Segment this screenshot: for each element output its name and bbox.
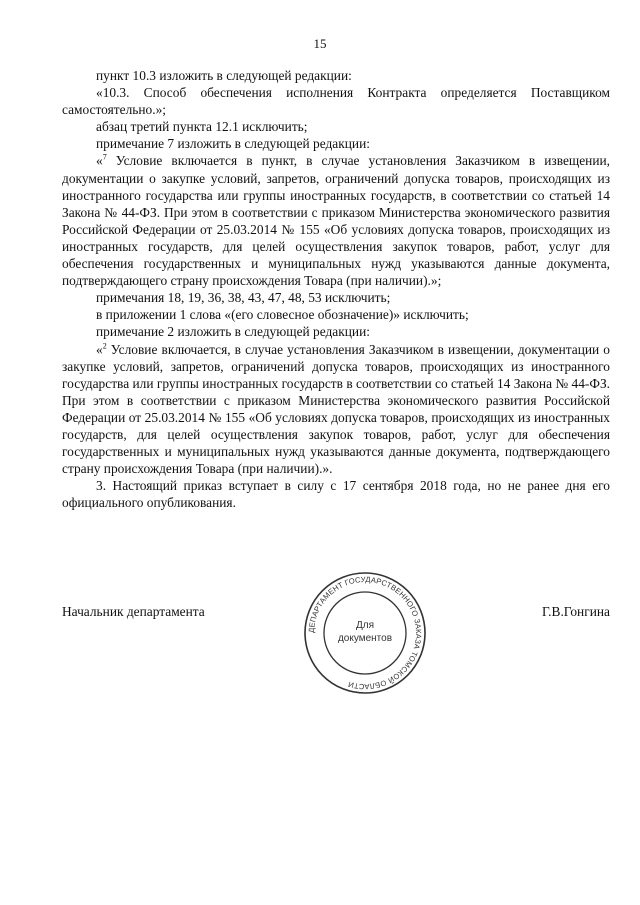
footnote-marker: 2 bbox=[102, 341, 107, 351]
paragraph bbox=[62, 67, 610, 84]
paragraph-text: пункт 10.3 изложить в следующей редакции: bbox=[96, 68, 352, 83]
paragraph bbox=[62, 152, 610, 289]
paragraph-text: примечание 7 изложить в следующей редакции: bbox=[96, 136, 370, 152]
open-quote: « bbox=[96, 341, 103, 357]
paragraph bbox=[62, 118, 610, 135]
document-body bbox=[62, 67, 610, 511]
paragraph bbox=[62, 477, 610, 511]
signer-title: Начальник департамента bbox=[62, 604, 205, 619]
stamp-seal bbox=[302, 570, 428, 696]
paragraph-text: «10.3. Способ обеспечения исполнения Контракта определяется Поставщиком самостоятельно.»; bbox=[62, 85, 610, 118]
paragraph bbox=[62, 323, 610, 340]
open-quote: « bbox=[96, 153, 103, 169]
page-number: 15 bbox=[313, 36, 327, 51]
paragraph bbox=[62, 289, 610, 306]
paragraph bbox=[62, 84, 610, 118]
paragraph-text: в приложении 1 слова «(его словесное обозначение)» исключить; bbox=[96, 307, 469, 323]
svg-text:ДЕПАРТАМЕНТ ГОСУДАРСТВЕННОГО З: ДЕПАРТАМЕНТ ГОСУДАРСТВЕННОГО ЗАКАЗА ТОМСКОЙ ОБЛАСТИ bbox=[306, 574, 424, 692]
paragraph-text: 3. Настоящий приказ вступает в силу с 17 сентября 2018 года, но не ранее дня его официального опубликования. bbox=[62, 478, 610, 511]
paragraph bbox=[62, 306, 610, 323]
paragraph-text: примечания 18, 19, 36, 38, 43, 47, 48, 53 исключить; bbox=[96, 290, 391, 306]
paragraph bbox=[62, 341, 610, 478]
stamp-center-line2: документов bbox=[337, 633, 393, 644]
paragraph-text: примечание 2 изложить в следующей редакции: bbox=[96, 324, 370, 340]
footnote-marker: 7 bbox=[102, 153, 107, 162]
paragraph-text: Условие включается в пункт, в случае установления Заказчиком в извещении, документации о закупке условий, запретов, ограничений допуска товаров, происходящих из иностранного государства или группы иностранных государств, в соответствии со статьей 14 Закона № 44-ФЗ. При этом в соответствии с приказом Министерства экономического развития Российской Федерации от 25.03.2014 № 155 «Об условиях допуска товаров, происходящих из иностранных государств, для целей осуществления закупок товаров, работ, услуг для обеспечения государственных и муниципальных нужд указываются данные документа, подтверждающего страну происхождения Товара (при наличии).»; bbox=[62, 153, 610, 289]
paragraph-text: абзац третий пункта 12.1 исключить; bbox=[96, 119, 308, 135]
paragraph bbox=[62, 135, 610, 152]
paragraph-text: Условие включается, в случае установления Заказчиком в извещении, документации о закупке условий, запретов, ограничений допуска товаров, происходящих из иностранного государства или группы иностранных государств в соответствии со статьей 14 Закона № 44-ФЗ. При этом в соответствии с приказом Министерства экономического развития Российской Федерации от 25.03.2014 № 155 «Об условиях допуска товаров, происходящих из иностранных государств, для целей осуществления закупок товаров, работ, услуг для обеспечения государственных и муниципальных нужд указываются данные документа, подтверждающего страну происхождения Товара (при наличии).». bbox=[62, 341, 610, 477]
signer-name: Г.В.Гонгина bbox=[541, 604, 610, 619]
stamp-center-line1: Для bbox=[355, 620, 375, 631]
